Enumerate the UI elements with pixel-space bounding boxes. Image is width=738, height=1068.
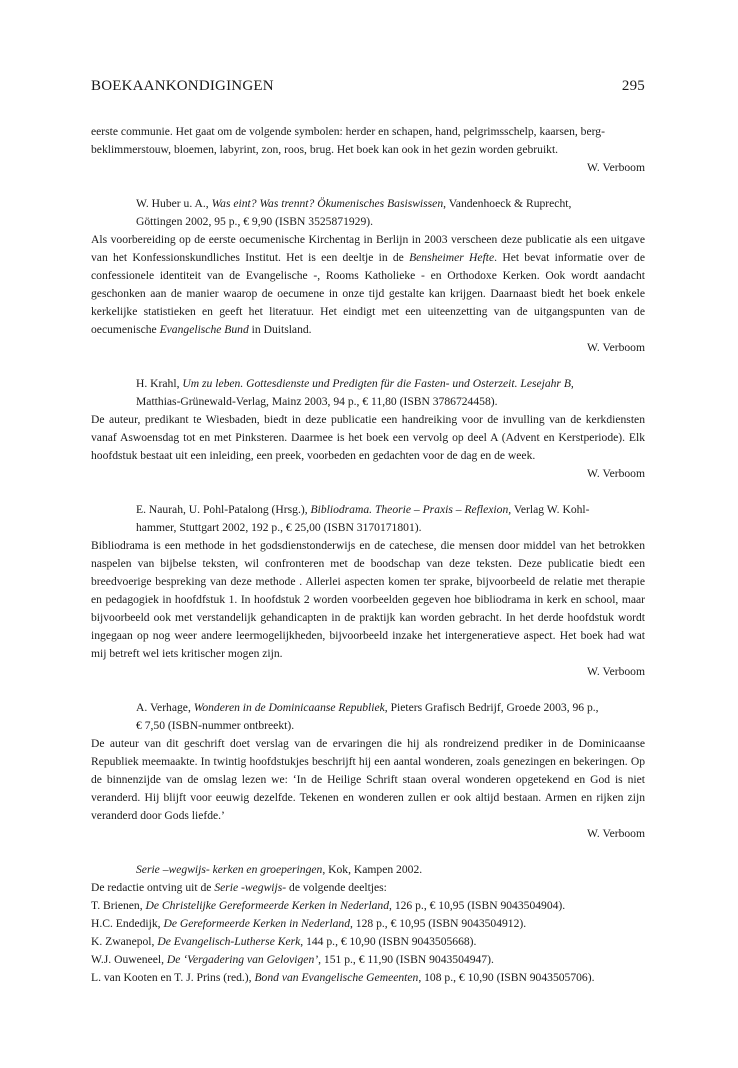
page-content bbox=[91, 123, 645, 987]
book-title: Wonderen in de Dominicaanse Republiek bbox=[193, 701, 385, 714]
citation: A. Verhage, Wonderen in de Dominicaanse Republiek, Pieters Grafisch Bedrijf, Groede 2003, 96 p., € 7,50 (ISBN-nummer ontbreekt). bbox=[136, 701, 599, 732]
list-item: H.C. Endedijk, De Gereformeerde Kerken in Nederland, 128 p., € 10,95 (ISBN 9043504912). bbox=[91, 917, 527, 930]
section-title: BOEKAANKONDIGINGEN bbox=[91, 78, 274, 94]
reviewer-signature: W. Verboom bbox=[587, 827, 645, 840]
review-body: De auteur van dit geschrift doet verslag van de ervaringen die hij als rondreizend prediker in de Dominicaanse Republiek meemaakte. In twintig hoofdstukjes beschrijft hij een aantal wonderen, zoals genezingen en bekeringen. Op de binnenzijde van de omslag lezen we: ‘In de Heilige Schrift staan overal wonderen opgetekend en God is niet veranderd. Hij blijft voor eeuwig dezelfde. Tekenen en wonderen zullen er ook altijd bestaan. Armen en rijken zijn veranderd door Gods liefde.’ bbox=[91, 737, 645, 822]
review-body: De auteur, predikant te Wiesbaden, biedt in deze publicatie een handreiking voor de invulling van de kerkdiensten vanaf Aswoensdag tot en met Pinksteren. Daarmee is het boek een vervolg op deel A (Advent en Kerstperiode). Elk hoofdstuk bestaat uit een inleiding, een preek, voorbeden en gedachten voor de dag en de week. bbox=[91, 413, 645, 462]
running-header bbox=[91, 78, 645, 95]
list-item: K. Zwanepol, De Evangelisch-Lutherse Kerk, 144 p., € 10,90 (ISBN 9043505668). bbox=[91, 935, 477, 948]
citation: W. Huber u. A., Was eint? Was trennt? Ökumenisches Basiswissen, Vandenhoeck & Ruprecht, Göttingen 2002, 95 p., € 9,90 (ISBN 3525871929). bbox=[136, 197, 572, 228]
review-huber bbox=[91, 195, 645, 357]
book-title: Bibliodrama. Theorie – Praxis – Reflexion, bbox=[310, 503, 512, 516]
list-item: L. van Kooten en T. J. Prins (red.), Bond van Evangelische Gemeenten, 108 p., € 10,90 (ISBN 9043505706). bbox=[91, 971, 595, 984]
review-krahl bbox=[91, 375, 645, 483]
reviewer-signature: W. Verboom bbox=[587, 467, 645, 480]
continuation-paragraph: eerste communie. Het gaat om de volgende symbolen: herder en schapen, hand, pelgrimsschelp, kaarsen, berg- beklimmerstouw, bloemen, labyrint, zon, roos, brug. Het boek kan ook in het gezin worden gebruikt. bbox=[91, 125, 605, 156]
page-number: 295 bbox=[621, 78, 645, 94]
book-title: Um zu leben. Gottesdienste und Predigten für die Fasten- und Osterzeit. Lesejahr B, bbox=[182, 377, 574, 390]
citation: E. Naurah, U. Pohl-Patalong (Hrsg.), Bibliodrama. Theorie – Praxis – Reflexion, Verlag W. Kohl- hammer, Stuttgart 2002, 192 p., € 25,00 (ISBN 3170171801). bbox=[136, 503, 590, 534]
reviewer-signature: W. Verboom bbox=[587, 665, 645, 678]
series-listing bbox=[91, 861, 645, 987]
list-item: T. Brienen, De Christelijke Gereformeerde Kerken in Nederland, 126 p., € 10,95 (ISBN 9043504904). bbox=[91, 899, 566, 912]
review-verhage bbox=[91, 699, 645, 843]
series-intro: De redactie ontving uit de Serie -wegwijs- de volgende deeltjes: bbox=[91, 881, 387, 894]
reviewer-signature: W. Verboom bbox=[587, 161, 645, 174]
review-body: Als voorbereiding op de eerste oecumenische Kirchentag in Berlijn in 2003 verscheen deze publicatie als een uitgave van het Konfessionskundliches Institut. Het is een deeltje in de Bensheimer Hefte. Het bevat informatie over de confessionele identiteit van de Evangelische -, Rooms Katholieke - en Orthodoxe Kerken. Ook wordt aandacht geschonken aan de manier waarop de oecumene in onze tijd gestalte kan krijgen. Daarnaast biedt het boek enkele kerkelijke statistieken en geeft het literatuur. Het eindigt met een uiteenzetting van de uitgangspunten van de oecumenische Evangelische Bund in Duitsland. bbox=[91, 233, 645, 336]
review-body: Bibliodrama is een methode in het godsdienstonderwijs en de catechese, die mensen door middel van het betrokken naspelen van bijbelse teksten, wil confronteren met de boodschap van deze teksten. Deze publicatie biedt een breedvoerige bespreking van deze methode . Allerlei aspecten komen ter sprake, bijvoorbeeld de relatie met therapie en pedagogiek in hoofdfstuk 1. In hoofdstuk 2 worden voorbeelden gegeven hoe bibliodrama in kerk en school, maar bijvoorbeeld ook met verstandelijk gehandicapten in de praktijk kan worden gebracht. In het derde hoofdstuk wordt ingegaan op nog weer andere leermogelijkheden, bijvoorbeeld inzake het intergeneratieve aspect. Het boek had wat mij betreft wel iets kritischer mogen zijn. bbox=[91, 539, 645, 660]
list-item: W.J. Ouweneel, De ‘Vergadering van Gelovigen’, 151 p., € 11,90 (ISBN 9043504947). bbox=[91, 953, 494, 966]
series-title-line: Serie –wegwijs- kerken en groeperingen, Kok, Kampen 2002. bbox=[136, 863, 423, 876]
series-title: Serie –wegwijs- kerken en groeperingen bbox=[136, 863, 323, 876]
review-naurah bbox=[91, 501, 645, 681]
citation: H. Krahl, Um zu leben. Gottesdienste und Predigten für die Fasten- und Osterzeit. Lesejahr B, Matthias-Grünewald-Verlag, Mainz 2003, 94 p., € 11,80 (ISBN 3786724458). bbox=[136, 377, 574, 408]
book-title: Was eint? Was trennt? Ökumenisches Basiswissen bbox=[211, 197, 444, 210]
reviewer-signature: W. Verboom bbox=[587, 341, 645, 354]
